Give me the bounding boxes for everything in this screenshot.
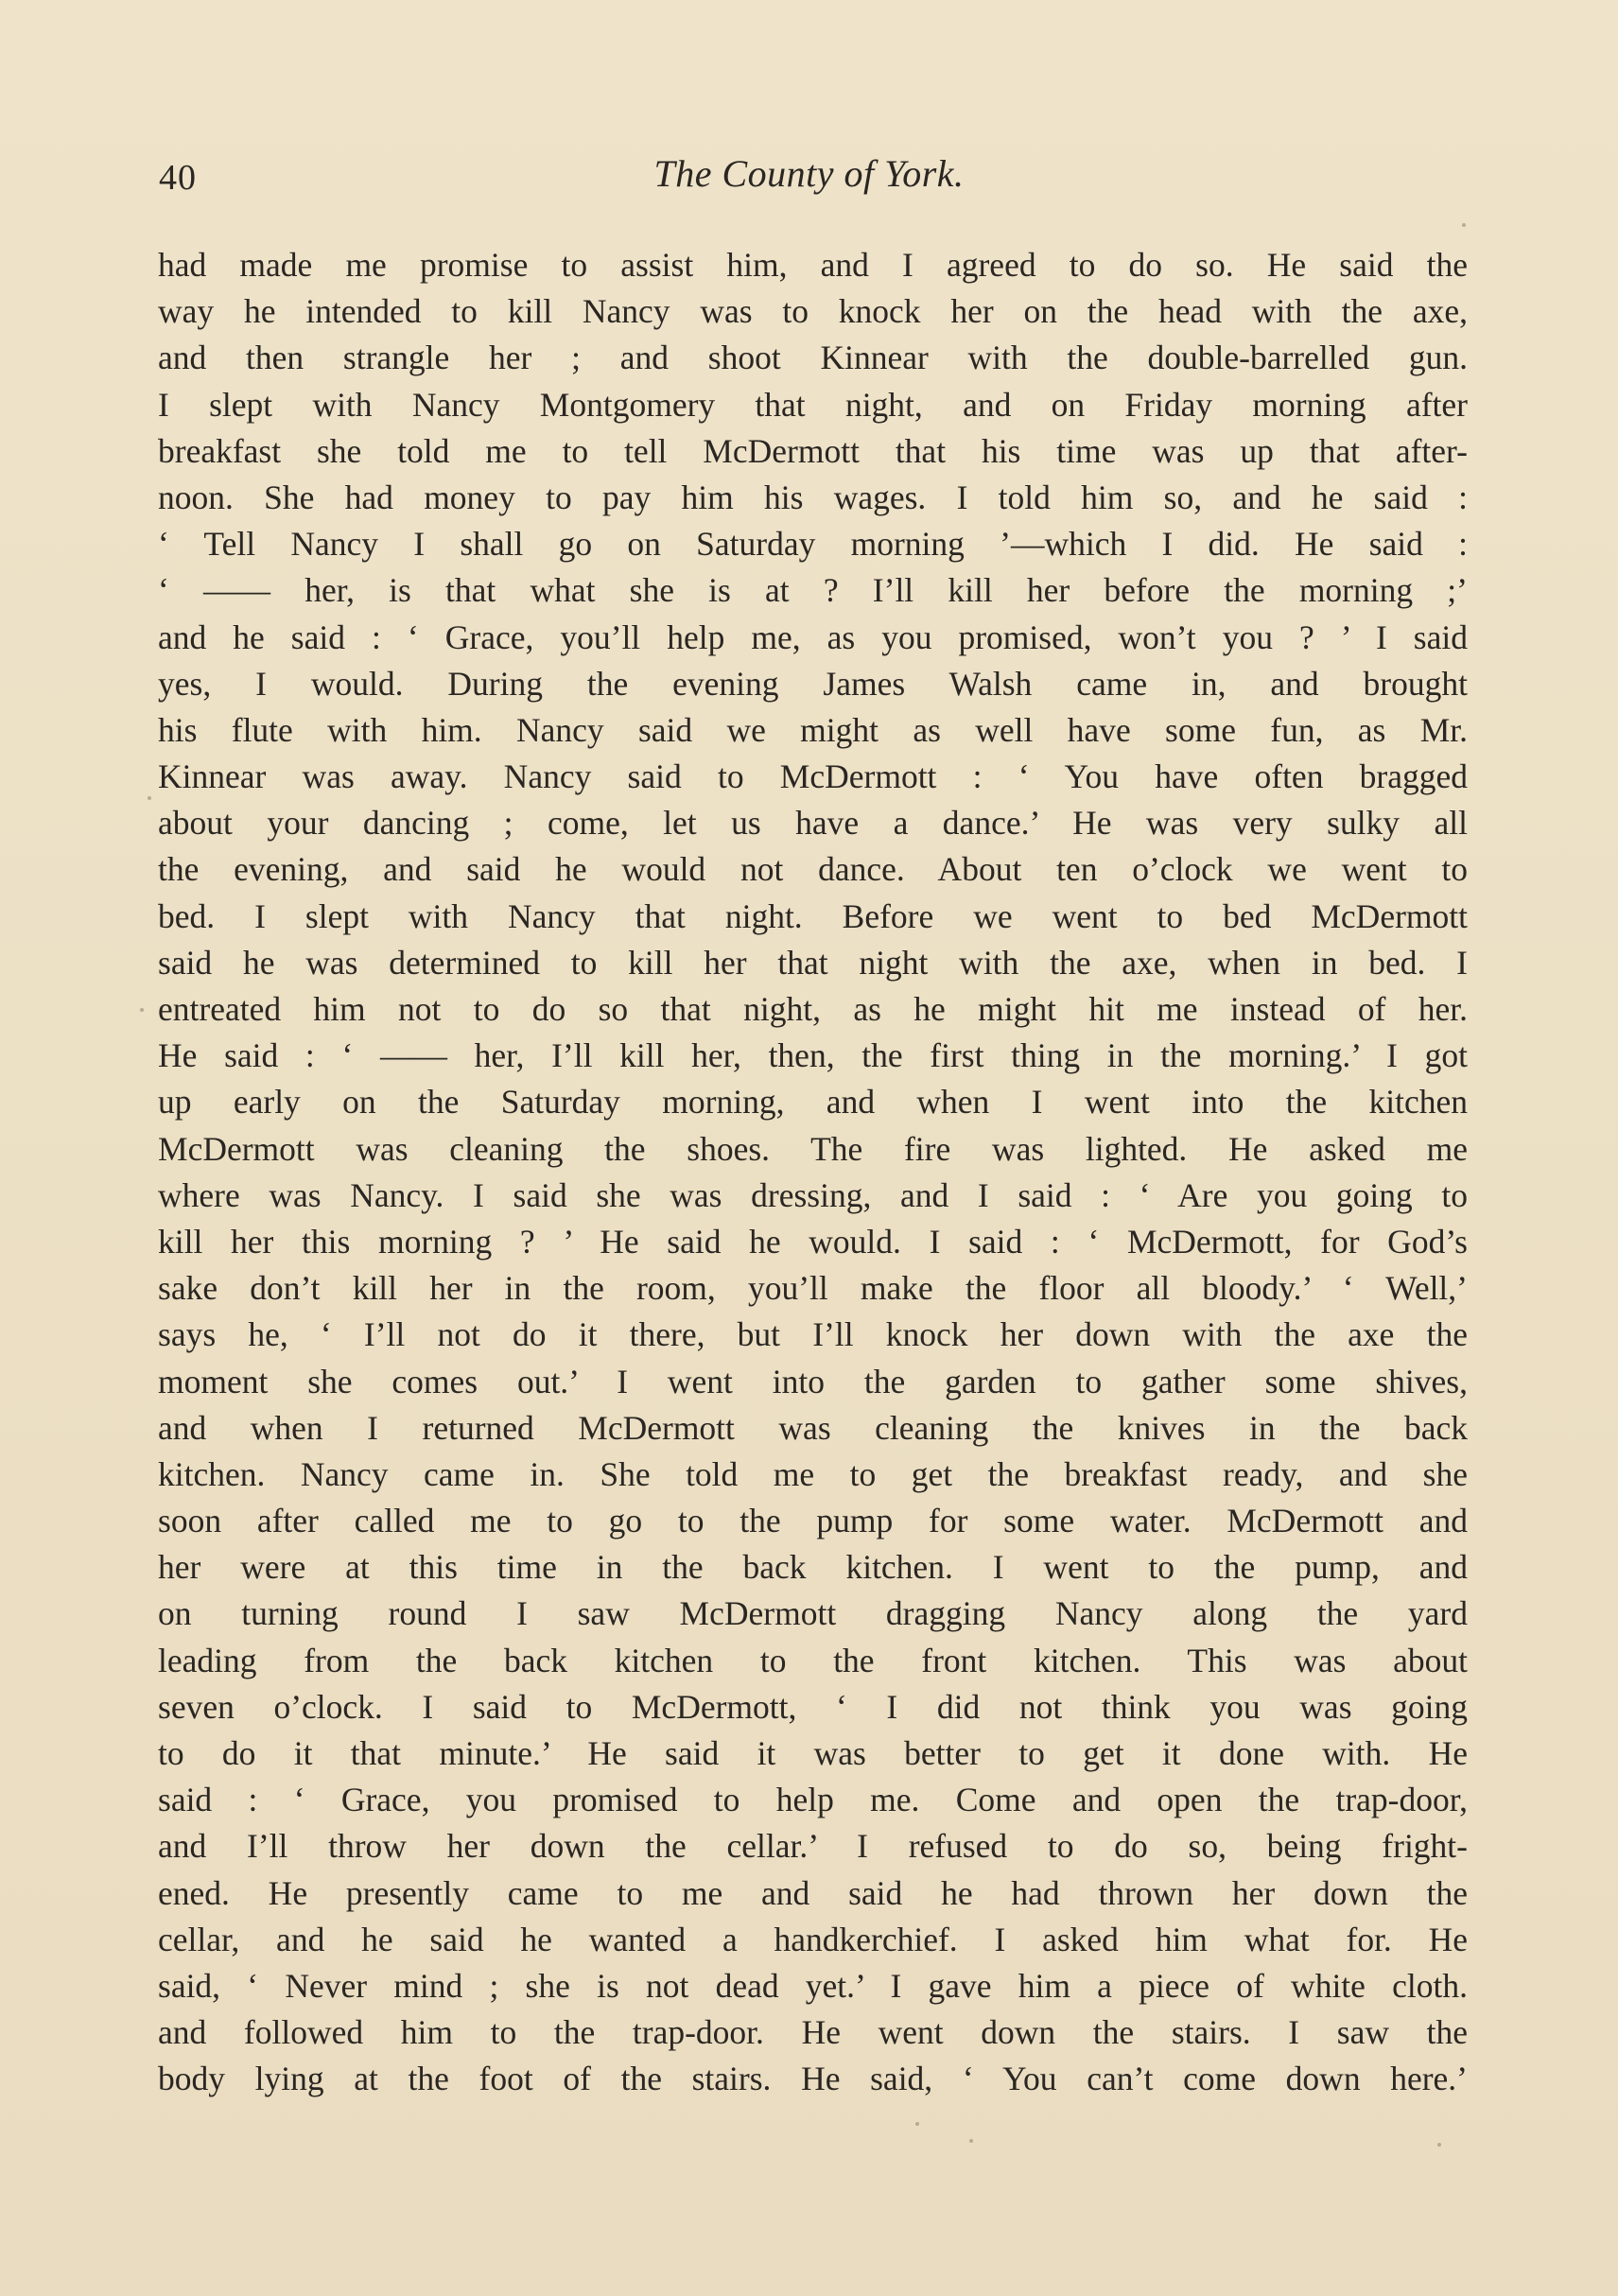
paper-speck (969, 2139, 973, 2143)
text-line: seven o’clock. I said to McDermott, ‘ I did not think you was going (158, 1687, 1468, 1726)
text-line: Kinnear was away. Nancy said to McDermott : ‘ You have often bragged (158, 757, 1468, 796)
text-line: ened. He presently came to me and said he had thrown her down the (158, 1873, 1468, 1912)
text-line: and he said : ‘ Grace, you’ll help me, as you promised, won’t you ? ’ I said (158, 617, 1468, 656)
text-line: body lying at the foot of the stairs. He said, ‘ You can’t come down here.’ (158, 2060, 1468, 2098)
text-line: yes, I would. During the evening James Walsh came in, and brought (158, 664, 1468, 703)
text-line: moment she comes out.’ I went into the garden to gather some shives, (158, 1362, 1468, 1400)
text-line: on turning round I saw McDermott dragging Nancy along the yard (158, 1594, 1468, 1633)
text-line: kitchen. Nancy came in. She told me to get the breakfast ready, and she (158, 1454, 1468, 1493)
text-line: noon. She had money to pay him his wages. I told him so, and he said : (158, 478, 1468, 516)
text-line: to do it that minute.’ He said it was better to get it done with. He (158, 1734, 1468, 1772)
text-line: soon after called me to go to the pump for some water. McDermott and (158, 1502, 1468, 1540)
text-line: cellar, and he said he wanted a handkerchief. I asked him what for. He (158, 1920, 1468, 1958)
running-title: The County of York. (653, 152, 965, 195)
text-line: ‘ Tell Nancy I shall go on Saturday morning ’—which I did. He said : (158, 525, 1468, 564)
text-line: her were at this time in the back kitchen. I went to the pump, and (158, 1548, 1468, 1587)
text-line: entreated him not to do so that night, as he might hit me instead of her. (158, 990, 1468, 1028)
text-line: McDermott was cleaning the shoes. The fire was lighted. He asked me (158, 1129, 1468, 1168)
text-line: breakfast she told me to tell McDermott that his time was up that after- (158, 431, 1468, 470)
page-number: 40 (159, 158, 197, 198)
text-line: said he was determined to kill her that night with the axe, when in bed. I (158, 943, 1468, 982)
text-line: kill her this morning ? ’ He said he would. I said : ‘ McDermott, for God’s (158, 1222, 1468, 1261)
text-line: and then strangle her ; and shoot Kinnear with the double-barrelled gun. (158, 339, 1468, 377)
text-line: where was Nancy. I said she was dressing, and I said : ‘ Are you going to (158, 1175, 1468, 1214)
text-line: about your dancing ; come, let us have a dance.’ He was very sulky all (158, 804, 1468, 843)
text-line: had made me promise to assist him, and I agreed to do so. He said the (158, 246, 1468, 284)
body-text (158, 242, 1468, 2103)
text-line: the evening, and said he would not dance. About ten o’clock we went to (158, 850, 1468, 889)
text-line: and I’ll throw her down the cellar.’ I refused to do so, being fright- (158, 1827, 1468, 1866)
text-line: his flute with him. Nancy said we might as well have some fun, as Mr. (158, 710, 1468, 749)
text-line: ‘ —— her, is that what she is at ? I’ll kill her before the morning ;’ (158, 571, 1468, 610)
text-line: He said : ‘ —— her, I’ll kill her, then, the first thing in the morning.’ I got (158, 1036, 1468, 1075)
text-line: and followed him to the trap-door. He went down the stairs. I saw the (158, 2013, 1468, 2052)
text-line: bed. I slept with Nancy that night. Before we went to bed McDermott (158, 896, 1468, 935)
text-line: said : ‘ Grace, you promised to help me. Come and open the trap-door, (158, 1781, 1468, 1819)
text-line: and when I returned McDermott was cleaning the knives in the back (158, 1408, 1468, 1447)
text-line: sake don’t kill her in the room, you’ll make the floor all bloody.’ ‘ Well,’ (158, 1269, 1468, 1308)
paper-speck (1437, 2143, 1441, 2147)
text-line: up early on the Saturday morning, and when I went into the kitchen (158, 1083, 1468, 1122)
text-line: says he, ‘ I’ll not do it there, but I’ll knock her down with the axe the (158, 1315, 1468, 1354)
paper-speck (148, 796, 151, 800)
paper-speck (140, 1008, 144, 1012)
text-line: I slept with Nancy Montgomery that night, and on Friday morning after (158, 385, 1468, 424)
paper-speck (1462, 223, 1466, 227)
text-line: leading from the back kitchen to the front kitchen. This was about (158, 1641, 1468, 1679)
paper-speck (915, 2122, 919, 2126)
text-line: way he intended to kill Nancy was to knock her on the head with the axe, (158, 292, 1468, 331)
text-line: said, ‘ Never mind ; she is not dead yet.’ I gave him a piece of white cloth. (158, 1966, 1468, 2005)
